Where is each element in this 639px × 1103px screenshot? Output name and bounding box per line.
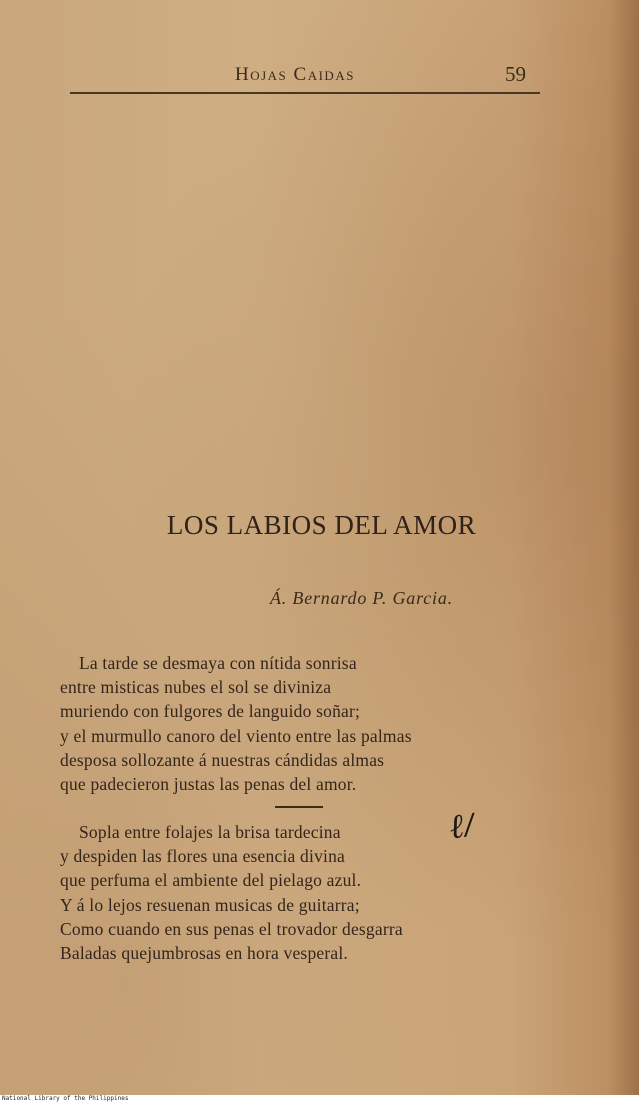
verse-line: entre misticas nubes el sol se diviniza xyxy=(60,677,332,698)
verse-line: y el murmullo canoro del viento entre las palmas xyxy=(60,725,412,746)
handwritten-annotation: ℓ/ xyxy=(447,806,477,847)
verse-line: y despiden las flores una esencia divina xyxy=(60,846,345,867)
running-head xyxy=(70,62,540,92)
verse-line: Baladas quejumbrosas en hora vesperal. xyxy=(60,943,348,964)
footer-credit: National Library of the Philippines xyxy=(2,1095,129,1102)
verse-line: desposa sollozante á nuestras cándidas almas xyxy=(60,749,385,770)
verse-line: Sopla entre folajes la brisa tardecina xyxy=(79,822,341,842)
verse-line: Como cuando en sus penas el trovador desgarra xyxy=(60,918,403,939)
poem-title: LOS LABIOS DEL AMOR xyxy=(166,510,477,540)
verse-line: Y á lo lejos resuenan musicas de guitarra; xyxy=(60,894,360,915)
stanza-1 xyxy=(60,651,520,796)
verse-line: La tarde se desmaya con nítida sonrisa xyxy=(79,653,357,673)
verse-line: muriendo con fulgores de languido soñar; xyxy=(60,701,361,722)
page-number: 59 xyxy=(505,62,526,86)
header-rule xyxy=(70,92,540,94)
page-edge-shadow xyxy=(609,0,639,1095)
verse-line: que perfuma el ambiente del pielago azul. xyxy=(60,870,362,891)
verse-line: que padecieron justas las penas del amor. xyxy=(60,774,357,795)
poem-dedication: Á. Bernardo P. Garcia. xyxy=(270,588,453,608)
running-title: Hojas Caidas xyxy=(235,64,355,85)
stanza-separator xyxy=(275,806,323,808)
